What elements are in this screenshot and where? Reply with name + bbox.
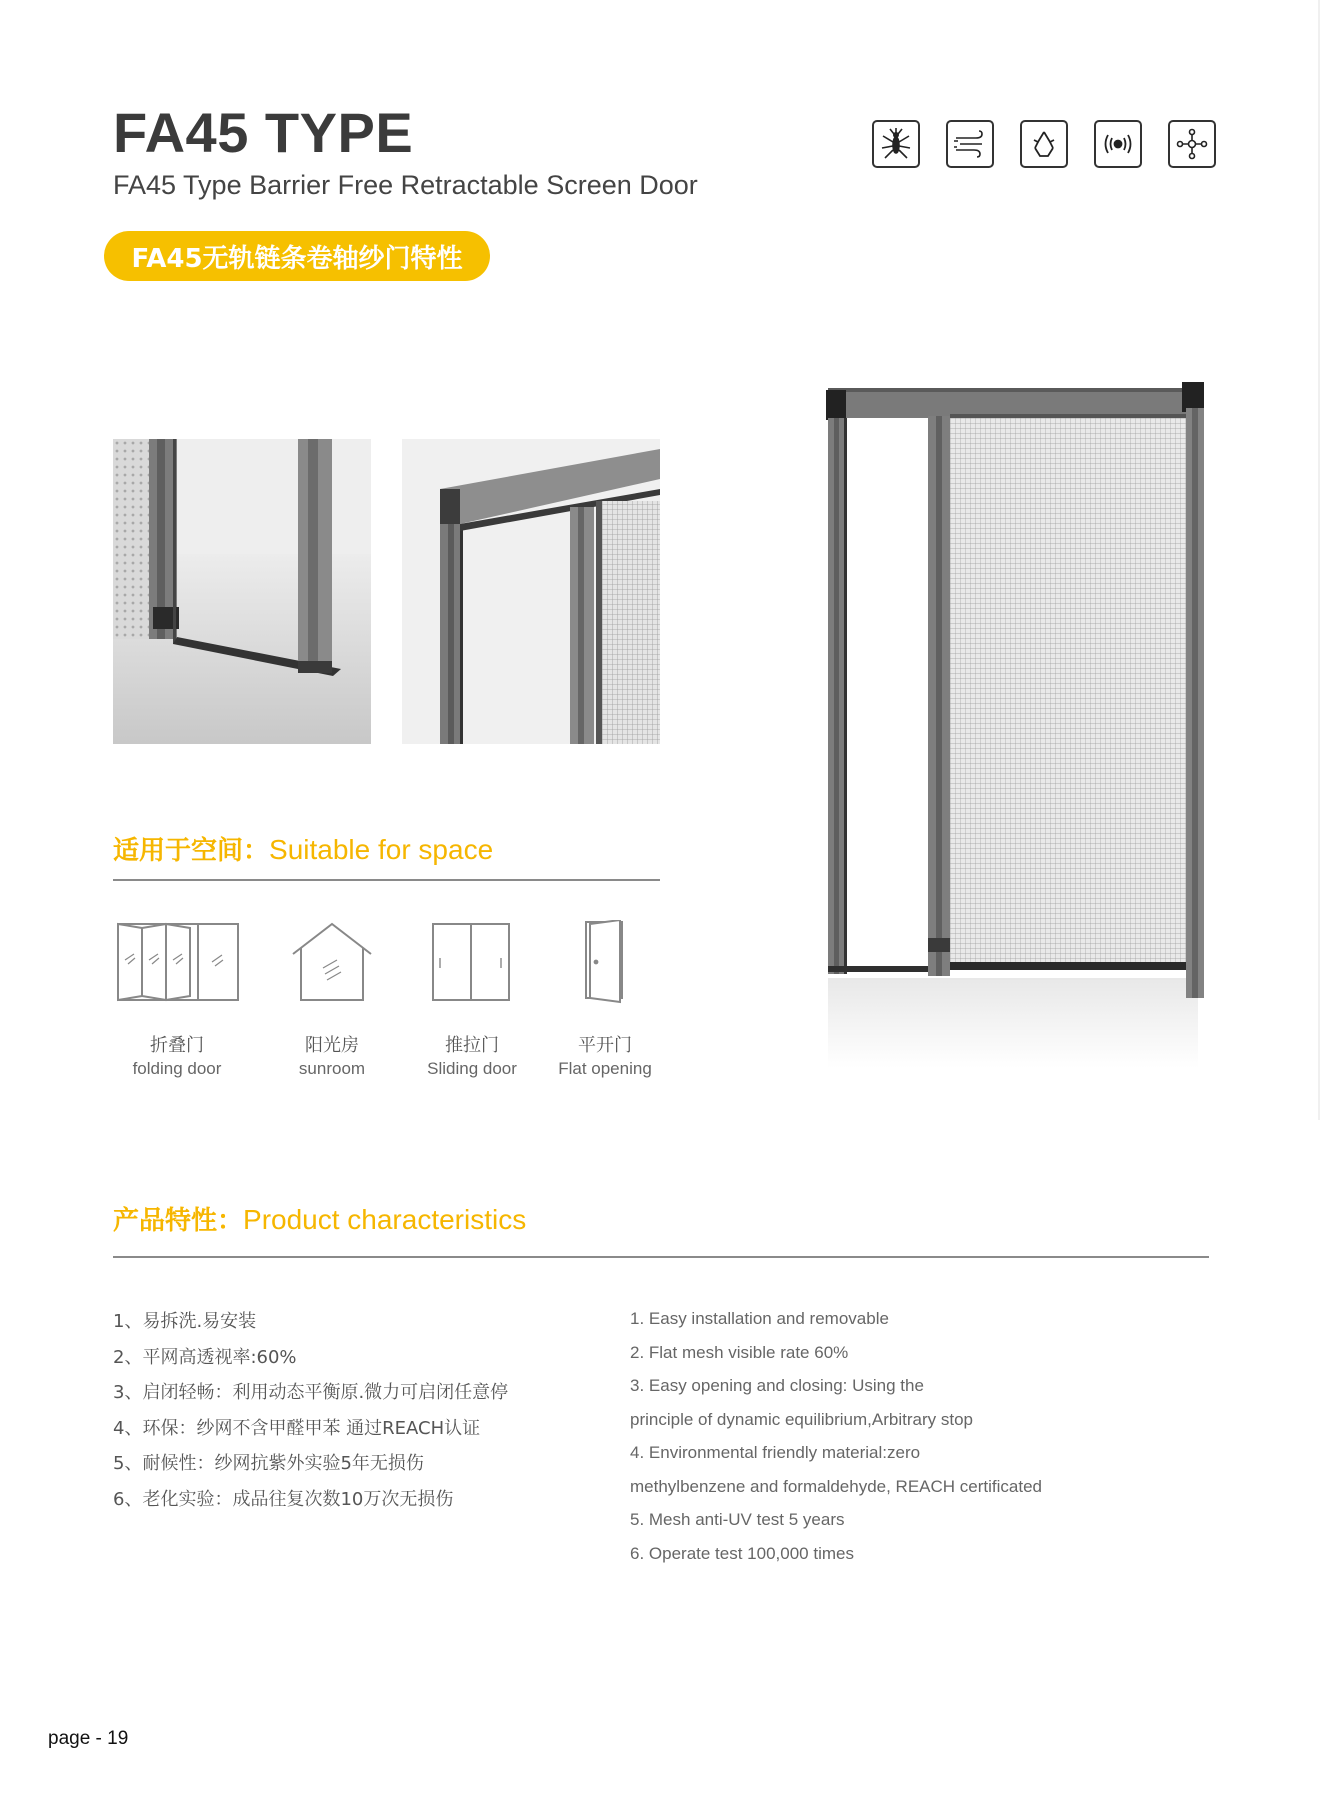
- list-item: principle of dynamic equilibrium,Arbitrary stop: [630, 1409, 973, 1429]
- page-edge: [1318, 0, 1320, 1120]
- list-item: methylbenzene and formaldehyde, REACH certificated: [630, 1476, 1042, 1496]
- list-item: 3、启闭轻畅：利用动态平衡原.微力可启闭任意停: [113, 1382, 509, 1403]
- space-label-en: sunroom: [298, 1059, 366, 1078]
- page-subtitle: FA45 Type Barrier Free Retractable Screen Door: [113, 170, 698, 200]
- space-item-sliding: [397, 920, 547, 1079]
- list-item: 5、耐候性：纱网抗紫外实验5年无损伤: [113, 1453, 424, 1474]
- feature-badge: FA45无轨链条卷轴纱门特性: [104, 231, 490, 281]
- door-illustration: [820, 378, 1210, 1078]
- space-label-cn: 折叠门: [150, 1035, 204, 1056]
- list-item: 5. Mesh anti-UV test 5 years: [630, 1510, 845, 1529]
- page-number: page - 19: [48, 1728, 129, 1749]
- space-label-en: folding door: [132, 1059, 222, 1078]
- space-label-cn: 推拉门: [445, 1035, 499, 1056]
- detail-photo-top-corner: [402, 439, 660, 744]
- characteristics-title-en: Product characteristics: [243, 1204, 527, 1235]
- space-item-sunroom: [257, 920, 407, 1079]
- sliding-door-icon: [397, 920, 547, 1006]
- space-label-cn: 平开门: [578, 1035, 632, 1056]
- list-item: 6、老化实验：成品往复次数10万次无损伤: [113, 1488, 454, 1510]
- space-label-cn: 阳光房: [305, 1035, 359, 1056]
- list-item: 3. Easy opening and closing: Using the: [630, 1376, 924, 1395]
- recycle-icon: [1020, 120, 1068, 168]
- feature-icon-row: [872, 120, 1216, 168]
- wind-icon: [946, 120, 994, 168]
- suitable-title-cn: 适用于空间：: [113, 836, 270, 866]
- noise-icon: [1094, 120, 1142, 168]
- suitable-title-en: Suitable for space: [269, 834, 494, 865]
- list-item: 2、平网高透视率:60%: [113, 1346, 297, 1368]
- characteristics-list-cn: [113, 1304, 508, 1517]
- characteristics-divider: [113, 1256, 1209, 1258]
- characteristics-title-cn: 产品特性：: [113, 1206, 244, 1236]
- space-label-en: Flat opening: [558, 1059, 652, 1078]
- space-item-flat-opening: [530, 920, 680, 1079]
- flat-opening-icon: [530, 920, 680, 1006]
- network-icon: [1168, 120, 1216, 168]
- list-item: 6. Operate test 100,000 times: [630, 1543, 854, 1563]
- page-title: FA45 TYPE: [113, 101, 414, 164]
- suitable-divider: [113, 879, 660, 881]
- list-item: 4、环保：纱网不含甲醛甲苯 通过REACH认证: [113, 1417, 481, 1439]
- characteristics-list-en: [630, 1302, 1042, 1570]
- space-label-en: Sliding door: [427, 1059, 517, 1078]
- folding-door-icon: [102, 920, 252, 1006]
- suitable-section-title: [113, 830, 493, 867]
- detail-photo-bottom-corner: [113, 439, 371, 744]
- list-item: 4. Environmental friendly material:zero: [630, 1443, 921, 1462]
- sunroom-icon: [257, 920, 407, 1006]
- list-item: 2. Flat mesh visible rate 60%: [630, 1342, 849, 1362]
- list-item: 1、易拆洗.易安装: [113, 1311, 257, 1332]
- characteristics-section-title: [113, 1200, 526, 1237]
- mosquito-icon: [872, 120, 920, 168]
- list-item: 1. Easy installation and removable: [630, 1309, 889, 1328]
- space-item-folding: [102, 920, 252, 1079]
